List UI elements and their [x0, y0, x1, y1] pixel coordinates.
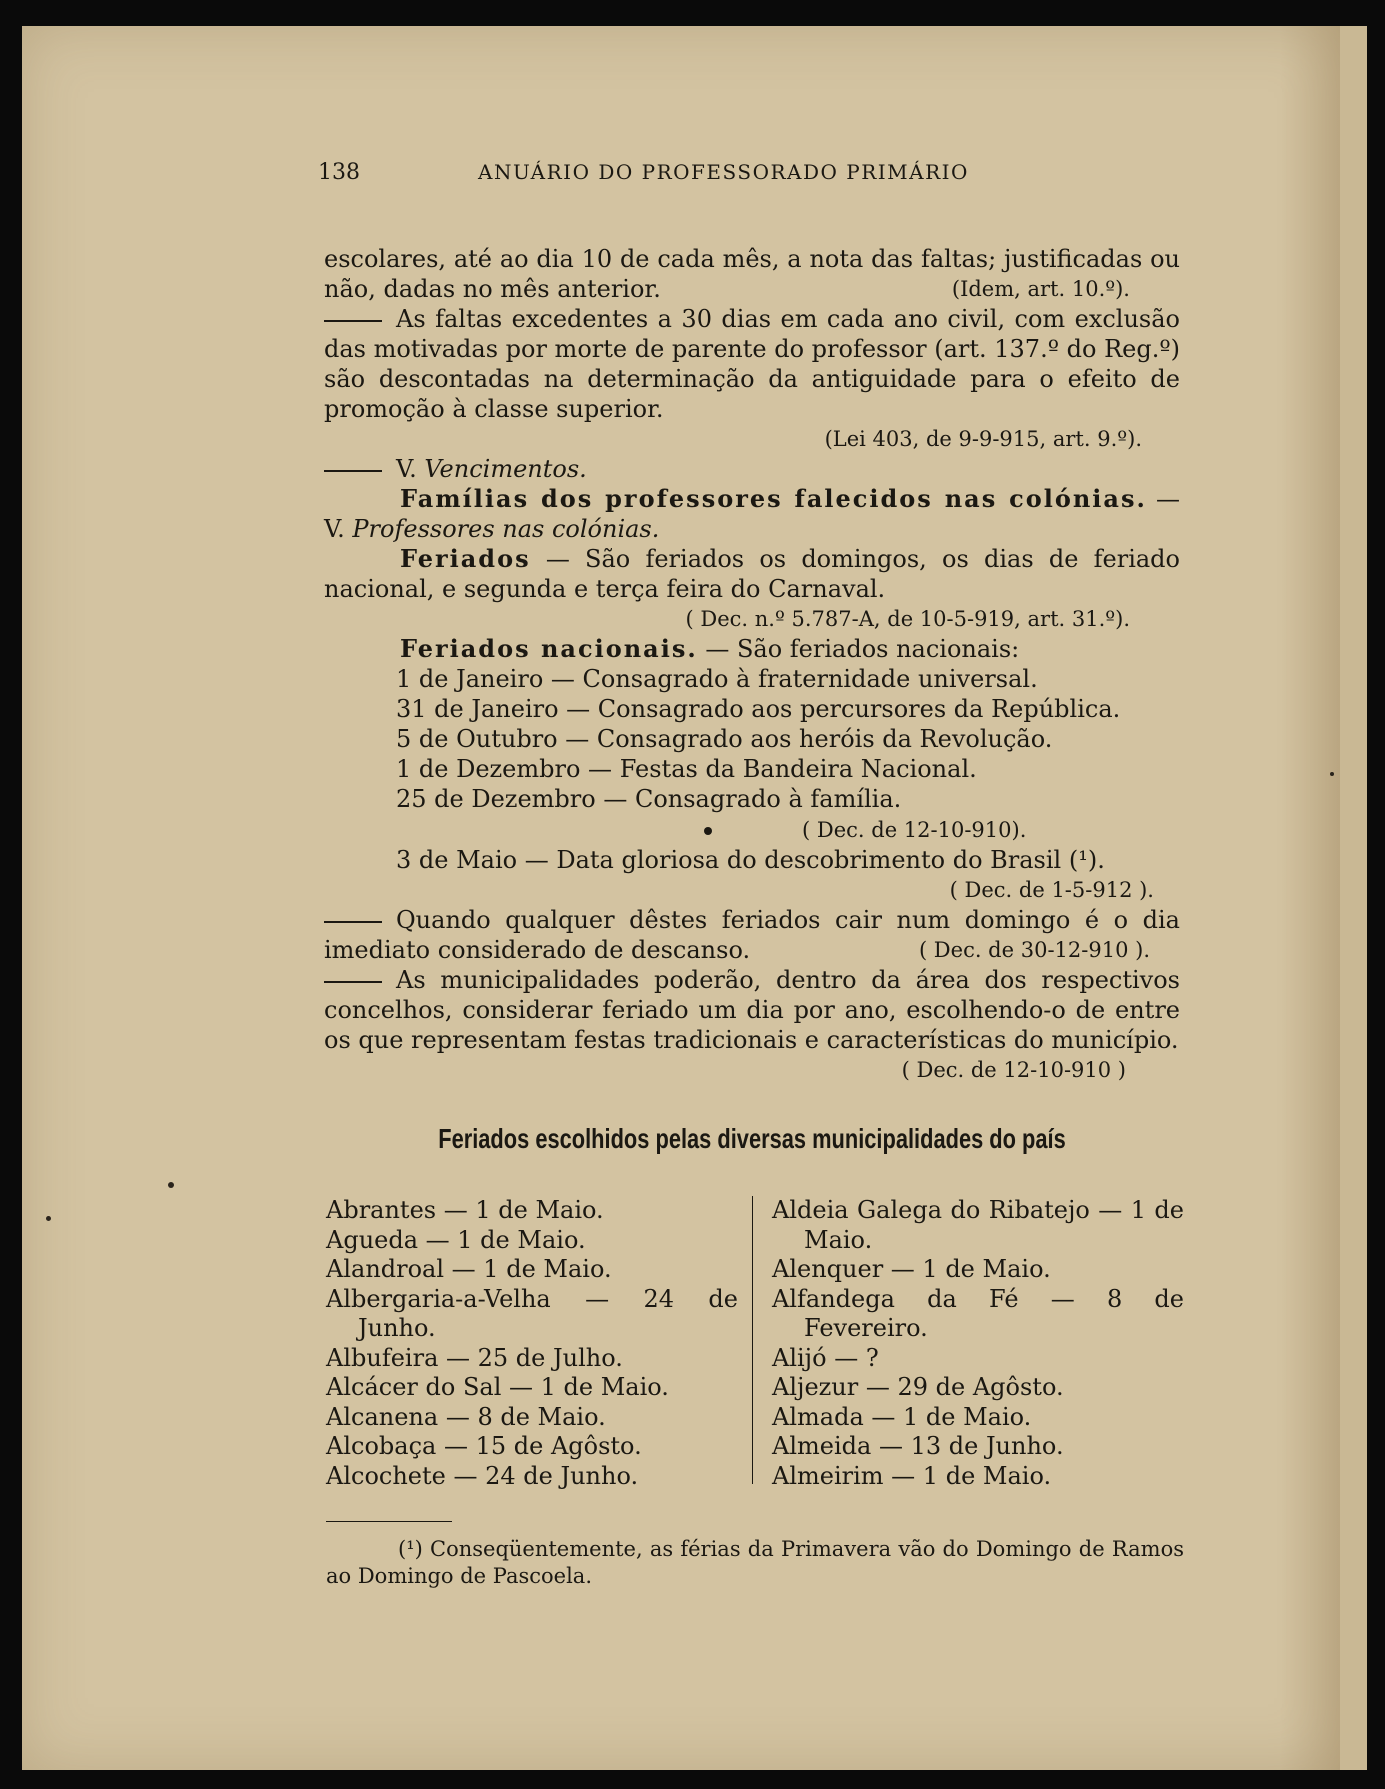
running-title: ANUÁRIO DO PROFESSORADO PRIMÁRIO	[478, 160, 969, 184]
holiday-line: 1 de Dezembro — Festas da Bandeira Nacional.	[396, 755, 977, 783]
paragraph-domingo	[324, 905, 1180, 965]
municipality-entry: Alcochete — 24 de Junho.	[326, 1461, 639, 1490]
municipality-entry: Alijó — ?	[772, 1343, 879, 1372]
paragraph-municipalidades	[324, 965, 1180, 1082]
municipality-entry: Almeirim — 1 de Maio.	[772, 1461, 1052, 1490]
em-rule	[324, 921, 382, 923]
holiday-line: 25 de Dezembro — Consagrado à família.	[396, 785, 902, 813]
municipalities-right-column	[772, 1196, 1184, 1491]
citation: (Idem, art. 10.º).	[951, 277, 1130, 301]
paragraph-text: Quando qualquer dêstes feriados cair num domingo é o dia imediato considerado de descanso.	[324, 906, 1180, 964]
holiday-line: 1 de Janeiro — Consagrado à fraternidade universal.	[396, 665, 1038, 693]
em-rule	[324, 981, 382, 983]
cross-ref-italic: Vencimentos.	[424, 455, 587, 483]
entry-heading: Famílias dos professores falecidos nas colónias.	[400, 484, 1147, 513]
holiday-line: 3 de Maio — Data gloriosa do descobrimento do Brasil (¹).	[396, 846, 1105, 874]
municipality-entry: Abrantes — 1 de Maio.	[326, 1196, 604, 1224]
municipalities-columns	[326, 1196, 1184, 1492]
municipality-entry: Alfandega da Fé — 8 de Fevereiro.	[772, 1284, 1184, 1342]
footnote	[326, 1536, 1184, 1590]
entry-text: — V.	[324, 485, 1180, 543]
page-shading	[1280, 26, 1340, 1770]
paragraph-faltas-nota	[324, 244, 1180, 304]
paragraph-text: As faltas excedentes a 30 dias em cada ano civil, com exclusão das motivadas por morte de parente do professor (art. 137.º do Reg.º) são descontadas na determinação da antiguidade para o efeito de promoção à classe superior.	[324, 305, 1180, 423]
entry-feriados-nacionais	[324, 634, 1180, 664]
holiday-line: 31 de Janeiro — Consagrado aos percursores da República.	[396, 695, 1121, 723]
footnote-rule	[326, 1521, 452, 1522]
municipality-entry: Alandroal — 1 de Maio.	[326, 1255, 612, 1283]
municipality-entry: Albufeira — 25 de Julho.	[326, 1343, 623, 1372]
paragraph-vencimentos-ref	[324, 454, 1180, 484]
municipality-entry: Aljezur — 29 de Agôsto.	[772, 1373, 1064, 1401]
entry-feriados	[324, 544, 1180, 604]
cross-ref-prefix: V.	[396, 455, 417, 483]
paragraph-text: escolares, até ao dia 10 de cada mês, a nota das faltas; justificadas ou não, dadas no mês anterior.	[324, 245, 1180, 303]
column-divider	[752, 1196, 753, 1484]
ink-speck	[1330, 772, 1334, 776]
section-title: Feriados escolhidos pelas diversas municipalidades do país	[438, 1123, 1066, 1154]
cross-ref-italic: Professores nas colónias.	[352, 515, 660, 543]
citation: ( Dec. de 1-5-912 ).	[949, 878, 1154, 902]
entry-heading: Feriados nacionais.	[400, 634, 698, 663]
main-text	[324, 244, 1180, 1085]
municipality-entry: Almeida — 13 de Junho.	[772, 1432, 1064, 1460]
municipality-entry: Almada — 1 de Maio.	[772, 1402, 1032, 1431]
holiday-line: 5 de Outubro — Consagrado aos heróis da Revolução.	[396, 725, 1053, 753]
ink-speck	[46, 1216, 51, 1221]
municipality-entry: Alcanena — 8 de Maio.	[326, 1402, 606, 1431]
holidays-citation-line	[324, 814, 1180, 845]
citation: ( Dec. de 12-10-910 )	[901, 1058, 1126, 1082]
page-number: 138	[318, 160, 360, 185]
em-rule	[324, 320, 382, 322]
municipality-entry: Alcácer do Sal — 1 de Maio.	[326, 1373, 669, 1401]
ink-speck	[168, 1182, 174, 1188]
paragraph-faltas-excedentes	[324, 304, 1180, 424]
citation: ( Dec. de 30-12-910 ).	[918, 938, 1150, 962]
running-header	[318, 160, 1018, 185]
municipality-entry: Albergaria-a-Velha — 24 de Junho.	[326, 1284, 738, 1342]
em-rule	[324, 470, 382, 472]
citation: (Lei 403, de 9-9-915, art. 9.º).	[824, 427, 1142, 451]
entry-familias	[324, 484, 1180, 544]
paragraph-text: As municipalidades poderão, dentro da área dos respectivos concelhos, considerar feriado um dia por ano, escolhendo-o de entre os que representam festas tradicionais e características do município.	[324, 966, 1180, 1054]
municipality-entry: Aldeia Galega do Ribatejo — 1 de Maio.	[772, 1196, 1184, 1254]
entry-text: — São feriados nacionais:	[705, 635, 1020, 663]
citation: ( Dec. n.º 5.787-A, de 10-5-919, art. 31.º).	[685, 607, 1130, 631]
municipalities-left-column	[326, 1196, 738, 1491]
citation: ( Dec. de 12-10-910).	[802, 818, 1027, 842]
entry-heading: Feriados	[400, 544, 531, 573]
bullet-mark	[704, 827, 712, 835]
municipality-entry: Alcobaça — 15 de Agôsto.	[326, 1432, 642, 1460]
municipality-entry: Agueda — 1 de Maio.	[326, 1225, 586, 1254]
entry-text: — São feriados os domingos, os dias de feriado nacional, e segunda e terça feira do Carnaval.	[324, 545, 1180, 603]
footnote-text: (¹) Conseqüentemente, as férias da Primavera vão do Domingo de Ramos ao Domingo de Pascoela.	[326, 1537, 1184, 1588]
municipality-entry: Alenquer — 1 de Maio.	[772, 1255, 1051, 1283]
